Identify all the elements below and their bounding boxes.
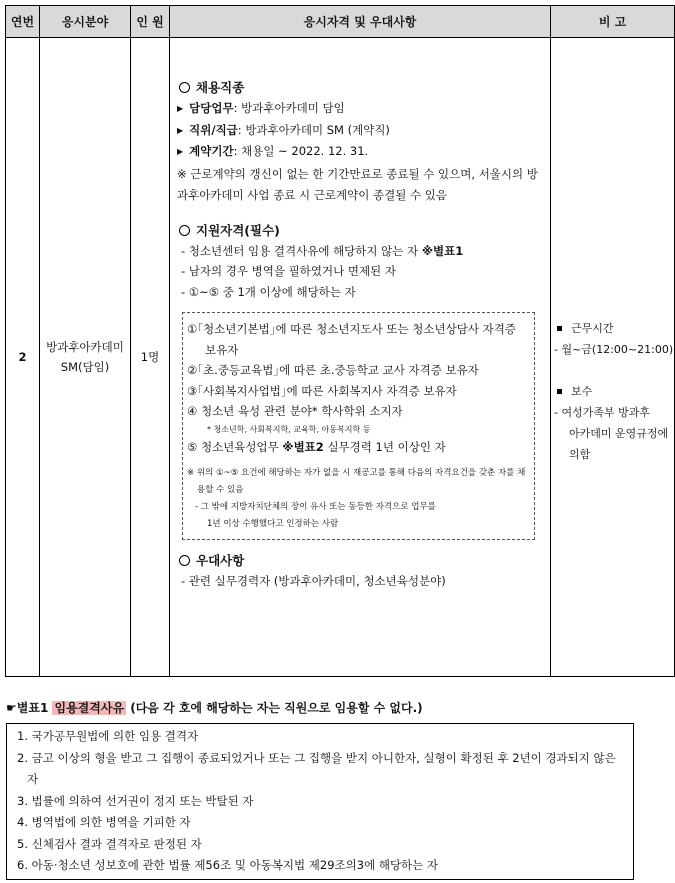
list-item: 6. 아동·청소년 성보호에 관한 법률 제56조 및 아동복지법 제29조의3에 해당하는 자 [17,858,439,872]
triangle-bullet-icon: ▶ [177,104,184,113]
circle-bullet-icon [179,82,190,93]
section-requirements: 지원자격(필수) [179,221,543,241]
list-item: 2. 금고 이상의 형을 받고 그 집행이 종료되었거나 또는 그 집행을 받지 아니한자, 실형이 확정된 후 2년이 경과되지 않은 자 [17,750,616,786]
square-bullet-icon [557,326,562,331]
option-3: ③｢사회복지사업법｣에 따른 사회복지사 자격증 보유자 [187,383,457,398]
box-note-1: ※ 위의 ①~⑤ 요건에 해당하는 자가 없을 시 재공고를 통해 다음의 자격요건을 갖춘 자를 채용할 수 있음 [187,468,526,495]
table-header-row [6,6,675,38]
row-count: 1명 [131,38,170,677]
list-item: 3. 법률에 의하여 선거권이 정지 또는 박탈된 자 [17,793,254,808]
triangle-bullet-icon: ▶ [177,147,184,156]
header-field: 응시분야 [40,6,131,38]
row-field [40,38,131,677]
appendix-title: ☛별표1 임용결격사유 (다음 각 호에 해당하는 자는 직원으로 임용할 수 없다.) [6,701,423,715]
field-line-2: SM(담임) [60,360,110,374]
pay-line-2: 아카데미 운영규정에 [569,427,669,440]
section-preferences: 우대사항 [179,551,543,571]
list-item: 4. 병역법에 의한 병역을 기피한 자 [17,815,191,829]
duty-line: ▶ 담당업무: 방과후아카데미 담임 [177,101,345,115]
table-row [6,38,675,677]
period-line: ▶ 계약기간: 채용일 ~ 2022. 12. 31. [177,144,369,158]
qualification-options-box [182,312,535,540]
circle-bullet-icon [179,225,190,236]
pay-line-3: 의함 [569,448,591,461]
pay-line-1: - 여성가족부 방과후 [554,406,650,419]
list-item: 1. 국가공무원법에 의한 임용 결격자 [17,729,199,743]
square-bullet-icon [557,389,562,394]
box-note-3: 1년 이상 수행했다고 인정하는 사람 [207,519,339,529]
section-hiring-type: 채용직종 [179,78,543,98]
notes-cell [551,38,675,677]
requirement-2: - 남자의 경우 병역을 필하였거나 면제된 자 [181,264,396,278]
position-line: ▶ 직위/직급: 방과후아카데미 SM (계약직) [177,122,390,137]
header-notes: 비 고 [551,6,675,38]
contract-note: ※ 근로계약의 갱신이 없는 한 기간만료로 종료될 수 있으며, 서울시의 방과후아카데미 사업 종료 시 근로계약이 종결될 수 있음 [177,166,538,202]
option-1: ①｢청소년기본법｣에 따른 청소년지도사 또는 청소년상담사 자격증 보유자 [187,322,516,357]
pay-label: 보수 [554,381,670,402]
option-4: ④ 청소년 육성 관련 분야* 학사학위 소지자 [187,404,403,418]
box-note-2: - 그 밖에 지방자치단체의 장이 유사 또는 동등한 자격으로 업무를 [195,502,436,512]
recruitment-table [5,5,675,677]
option-5: ⑤ 청소년육성업무 ※별표2 실무경력 1년 이상인 자 [187,439,446,454]
highlighted-heading: 임용결격사유 [54,701,125,715]
header-qualifications: 응시자격 및 우대사항 [170,6,551,38]
option-2: ②｢초.중등교육법｣에 따른 초.중등학교 교사 자격증 보유자 [187,363,479,377]
preference-1: - 관련 실무경력자 (방과후아카데미, 청소년육성분야) [181,574,446,588]
hours-label: 근무시간 [554,318,670,339]
hours-value: - 월~금(12:00~21:00) [554,343,674,356]
disqualification-list [6,723,634,880]
row-number: 2 [6,38,40,677]
header-no: 연번 [6,6,40,38]
circle-bullet-icon [179,555,190,566]
requirement-3: - ①~⑤ 중 1개 이상에 해당하는 자 [181,284,356,299]
qualifications-cell [170,38,551,677]
requirement-1: - 청소년센터 임용 결격사유에 해당하지 않는 자 ※별표1 [181,243,464,258]
list-item: 5. 신체검사 결과 결격자로 판정된 자 [17,836,202,851]
header-count: 인 원 [131,6,170,38]
triangle-bullet-icon: ▶ [177,125,184,135]
field-line-1: 방과후아카데미 [46,340,124,354]
option-4-note: * 청소년학, 사회복지학, 교육학, 아동복지학 등 [207,424,371,434]
